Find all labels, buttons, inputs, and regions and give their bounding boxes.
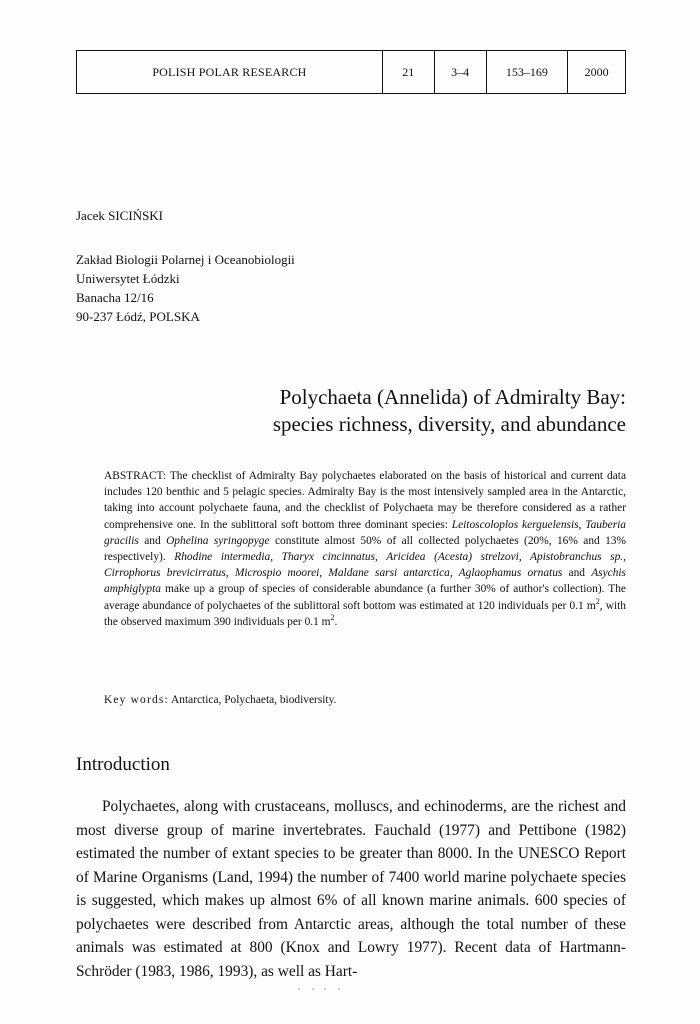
title-line-2: species richness, diversity, and abundance [272, 412, 626, 436]
page-range: 153–169 [487, 51, 569, 93]
title-line-1: Polychaeta (Annelida) of Admiralty Bay: [279, 385, 626, 409]
abstract-text: and [138, 534, 167, 547]
abstract-text: and [562, 567, 592, 580]
species-names: Ophelina syringopyge [166, 534, 270, 547]
abstract-text: make up a group of species of considerable abundance (a further 30% of author's collection). The average abundance of polychaetes of the sublittoral soft bottom was estimated at 120 individuals per 0.1 m [104, 583, 626, 612]
journal-name: POLISH POLAR RESEARCH [77, 51, 383, 93]
paper-title [273, 384, 626, 438]
affiliation-line: 90-237 Łódź, POLSKA [76, 309, 200, 324]
introduction-body [76, 795, 626, 983]
journal-header-table [76, 50, 626, 94]
scan-artifact-dots [290, 986, 350, 992]
abstract-text: , with the observed maximum 390 individuals per 0.1 m [104, 599, 626, 628]
keywords-label: Key words: [104, 694, 169, 706]
volume-number: 21 [383, 51, 435, 93]
author-name: Jacek SICIŃSKI [76, 208, 164, 223]
species-names: Asychis amphiglypta [104, 567, 626, 596]
abstract-label: ABSTRACT: [104, 470, 167, 482]
species-names: Rhodine intermedia, Tharyx cincinnatus, Aricidea (Acesta) strelzovi, Apistobranchus sp., Cirrophorus brevicirratus, Microspio moorei, Maldane sarsi antarctica, Aglaophamus ornatus [104, 551, 626, 580]
abstract-text: constitute almost 50% of all collected polychaetes (20%, 16% and 13% respectively). [104, 534, 626, 564]
affiliation-line: Banacha 12/16 [76, 290, 154, 305]
author-affiliation [76, 250, 295, 326]
paragraph: Polychaetes, along with crustaceans, molluscs, and echinoderms, are the richest and most diverse group of marine invertebrates. Fauchald (1977) and Pettibone (1982) estimated the number of extant species to be greater than 8000. In the UNESCO Report of Marine Organisms (Land, 1994) the number of 7400 world marine polychaete species is suggested, which makes up almost 6% of all known marine animals. 600 species of polychaetes were described from Antarctic areas, although the total number of these animals was estimated at 800 (Knox and Lowry 1977). Recent data of Hartmann-Schröder (1983, 1986, 1993), as well as Hart- [76, 798, 626, 980]
keywords [104, 694, 336, 706]
abstract-text: The checklist of Admiralty Bay polychaetes elaborated on the basis of historical and current data includes 120 benthic and 5 pelagic species. Admiralty Bay is the most intensively sampled area in the Antarctic, taking into account polychaete fauna, and the checklist of Polychaeta may be therefore considered as a rather comprehensive one. In the sublittoral soft bottom three dominant species: [104, 470, 626, 531]
abstract [104, 468, 626, 630]
affiliation-line: Zakład Biologii Polarnej i Oceanobiologii [76, 252, 295, 267]
keywords-text: Antarctica, Polychaeta, biodiversity. [168, 694, 337, 706]
superscript: 2 [330, 613, 335, 623]
section-heading-introduction: Introduction [76, 754, 170, 775]
superscript: 2 [595, 596, 600, 606]
publication-year: 2000 [584, 64, 609, 79]
affiliation-line: Uniwersytet Łódzki [76, 271, 180, 286]
species-names: Leitoscoloplos kerguelensis, Tauberia gracilis [104, 518, 626, 547]
abstract-text: . [334, 615, 338, 628]
issue-number: 3–4 [435, 51, 487, 93]
